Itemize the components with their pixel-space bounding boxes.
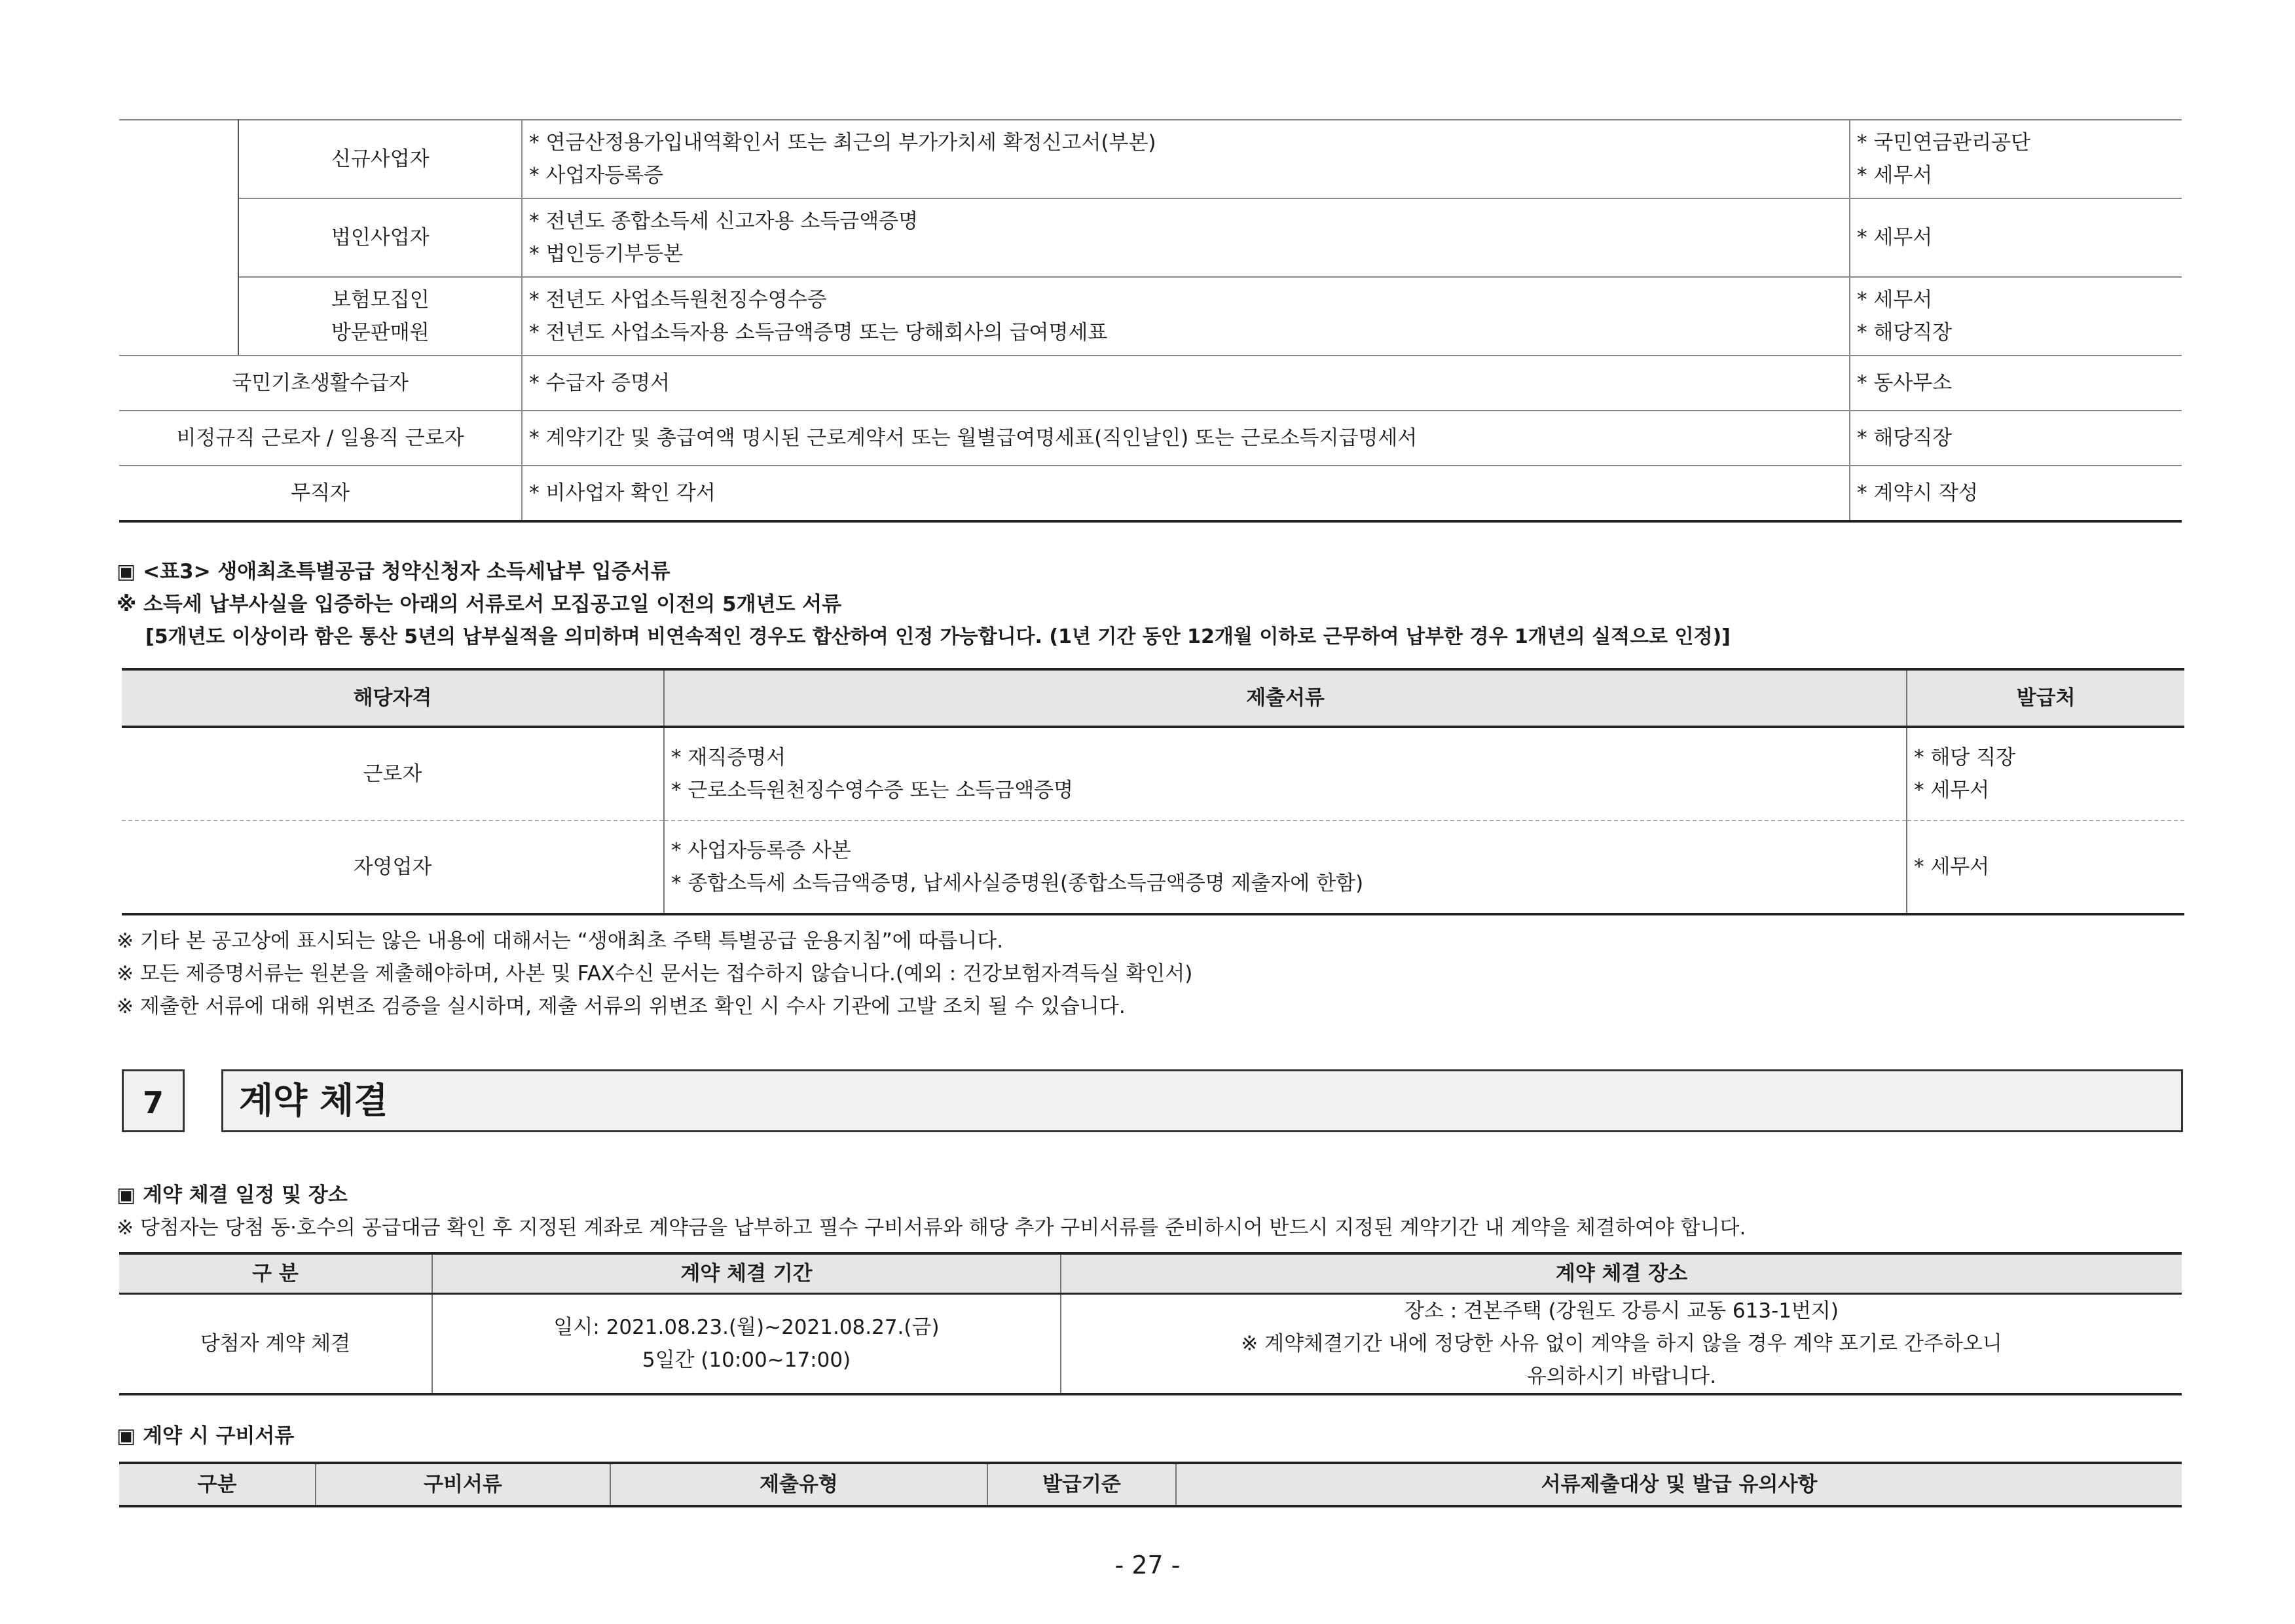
income-tax-proof-table <box>122 668 2184 915</box>
category-cell: 당첨자 계약 체결 <box>119 1294 432 1395</box>
column-header: 구 분 <box>119 1253 432 1294</box>
table-header-row <box>119 1253 2182 1294</box>
section-title: 계약 체결 <box>221 1069 2183 1132</box>
footnote: ※ 제출한 서류에 대해 위변조 검증을 실시하며, 제출 서류의 위변조 확인 시 수사 기관에 고발 조치 될 수 있습니다. <box>117 995 1126 1018</box>
schedule-heading: ▣ 계약 체결 일정 및 장소 <box>117 1183 348 1207</box>
category-cell: 근로자 <box>122 727 664 821</box>
table-header-row <box>119 1463 2182 1506</box>
issuer-cell: * 세무서 <box>1907 821 2184 914</box>
table-header-row <box>122 669 2184 727</box>
table-row <box>122 821 2184 914</box>
table-row <box>119 356 2182 411</box>
column-header: 해당자격 <box>122 669 664 727</box>
group-cell <box>119 120 238 356</box>
column-header: 발급처 <box>1907 669 2184 727</box>
docs-cell: * 전년도 사업소득원천징수영수증 * 전년도 사업소득자용 소득금액증명 또는 당해회사의 급여명세표 <box>522 277 1850 356</box>
table-row <box>119 411 2182 466</box>
category-cell: 법인사업자 <box>238 198 522 277</box>
table-row <box>119 1294 2182 1395</box>
issuer-cell: * 세무서 * 해당직장 <box>1850 277 2182 356</box>
category-cell: 보험모집인 방문판매원 <box>238 277 522 356</box>
contract-schedule-table <box>119 1252 2182 1395</box>
period-cell: 일시: 2021.08.23.(월)~2021.08.27.(금) 5일간 (10:00~17:00) <box>432 1294 1061 1395</box>
category-cell: 국민기초생활수급자 <box>119 356 522 411</box>
docs-cell: * 사업자등록증 사본 * 종합소득세 소득금액증명, 납세사실증명원(종합소득금액증명 제출자에 한함) <box>664 821 1907 914</box>
documents-table <box>119 1462 2182 1507</box>
income-proof-table <box>119 119 2182 523</box>
docs-cell: * 재직증명서 * 근로소득원천징수영수증 또는 소득금액증명 <box>664 727 1907 821</box>
table-row <box>119 198 2182 277</box>
table3-heading: ▣ <표3> 생애최초특별공급 청약신청자 소득세납부 입증서류 <box>117 560 670 583</box>
column-header: 구분 <box>119 1463 316 1506</box>
column-header: 발급기준 <box>987 1463 1176 1506</box>
table3-note-detail: [5개년도 이상이라 함은 통산 5년의 납부실적을 의미하며 비연속적인 경우도 합산하여 인정 가능합니다. (1년 기간 동안 12개월 이하로 근무하여 납부한 경우 1개년의 실적으로 인정)] <box>145 625 1731 648</box>
section-number: 7 <box>122 1069 185 1132</box>
issuer-cell: * 세무서 <box>1850 198 2182 277</box>
column-header: 서류제출대상 및 발급 유의사항 <box>1176 1463 2182 1506</box>
place-cell: 장소 : 견본주택 (강원도 강릉시 교동 613-1번지) ※ 계약체결기간 내에 정당한 사유 없이 계약을 하지 않을 경우 계약 포기로 간주하오니 유의하시기 바랍니다. <box>1061 1294 2182 1395</box>
category-cell: 자영업자 <box>122 821 664 914</box>
column-header: 계약 체결 기간 <box>432 1253 1061 1294</box>
category-cell: 신규사업자 <box>238 120 522 198</box>
column-header: 구비서류 <box>316 1463 610 1506</box>
table-row <box>119 466 2182 521</box>
issuer-cell: * 동사무소 <box>1850 356 2182 411</box>
docs-cell: * 전년도 종합소득세 신고자용 소득금액증명 * 법인등기부등본 <box>522 198 1850 277</box>
issuer-cell: * 국민연금관리공단 * 세무서 <box>1850 120 2182 198</box>
category-cell: 비정규직 근로자 / 일용직 근로자 <box>119 411 522 466</box>
schedule-note: ※ 당첨자는 당첨 동·호수의 공급대금 확인 후 지정된 계좌로 계약금을 납부하고 필수 구비서류와 해당 추가 구비서류를 준비하시어 반드시 지정된 계약기간 내 계약을 체결하여야 합니다. <box>117 1216 1746 1240</box>
column-header: 제출서류 <box>664 669 1907 727</box>
column-header: 계약 체결 장소 <box>1061 1253 2182 1294</box>
docs-cell: * 비사업자 확인 각서 <box>522 466 1850 521</box>
table-row <box>122 727 2184 821</box>
docs-cell: * 수급자 증명서 <box>522 356 1850 411</box>
documents-heading: ▣ 계약 시 구비서류 <box>117 1424 295 1448</box>
column-header: 제출유형 <box>610 1463 987 1506</box>
category-cell: 무직자 <box>119 466 522 521</box>
table3-note: ※ 소득세 납부사실을 입증하는 아래의 서류로서 모집공고일 이전의 5개년도 서류 <box>117 593 842 616</box>
footnote: ※ 모든 제증명서류는 원본을 제출해야하며, 사본 및 FAX수신 문서는 접수하지 않습니다.(예외 : 건강보험자격득실 확인서) <box>117 962 1193 986</box>
docs-cell: * 계약기간 및 총급여액 명시된 근로계약서 또는 월별급여명세표(직인날인) 또는 근로소득지급명세서 <box>522 411 1850 466</box>
table-row <box>119 120 2182 198</box>
issuer-cell: * 해당직장 <box>1850 411 2182 466</box>
table-row <box>119 277 2182 356</box>
footnote: ※ 기타 본 공고상에 표시되는 않은 내용에 대해서는 “생애최초 주택 특별공급 운용지침”에 따릅니다. <box>117 929 1004 953</box>
issuer-cell: * 해당 직장 * 세무서 <box>1907 727 2184 821</box>
docs-cell: * 연금산정용가입내역확인서 또는 최근의 부가가치세 확정신고서(부본) * 사업자등록증 <box>522 120 1850 198</box>
issuer-cell: * 계약시 작성 <box>1850 466 2182 521</box>
page-number: - 27 - <box>1114 1551 1181 1579</box>
